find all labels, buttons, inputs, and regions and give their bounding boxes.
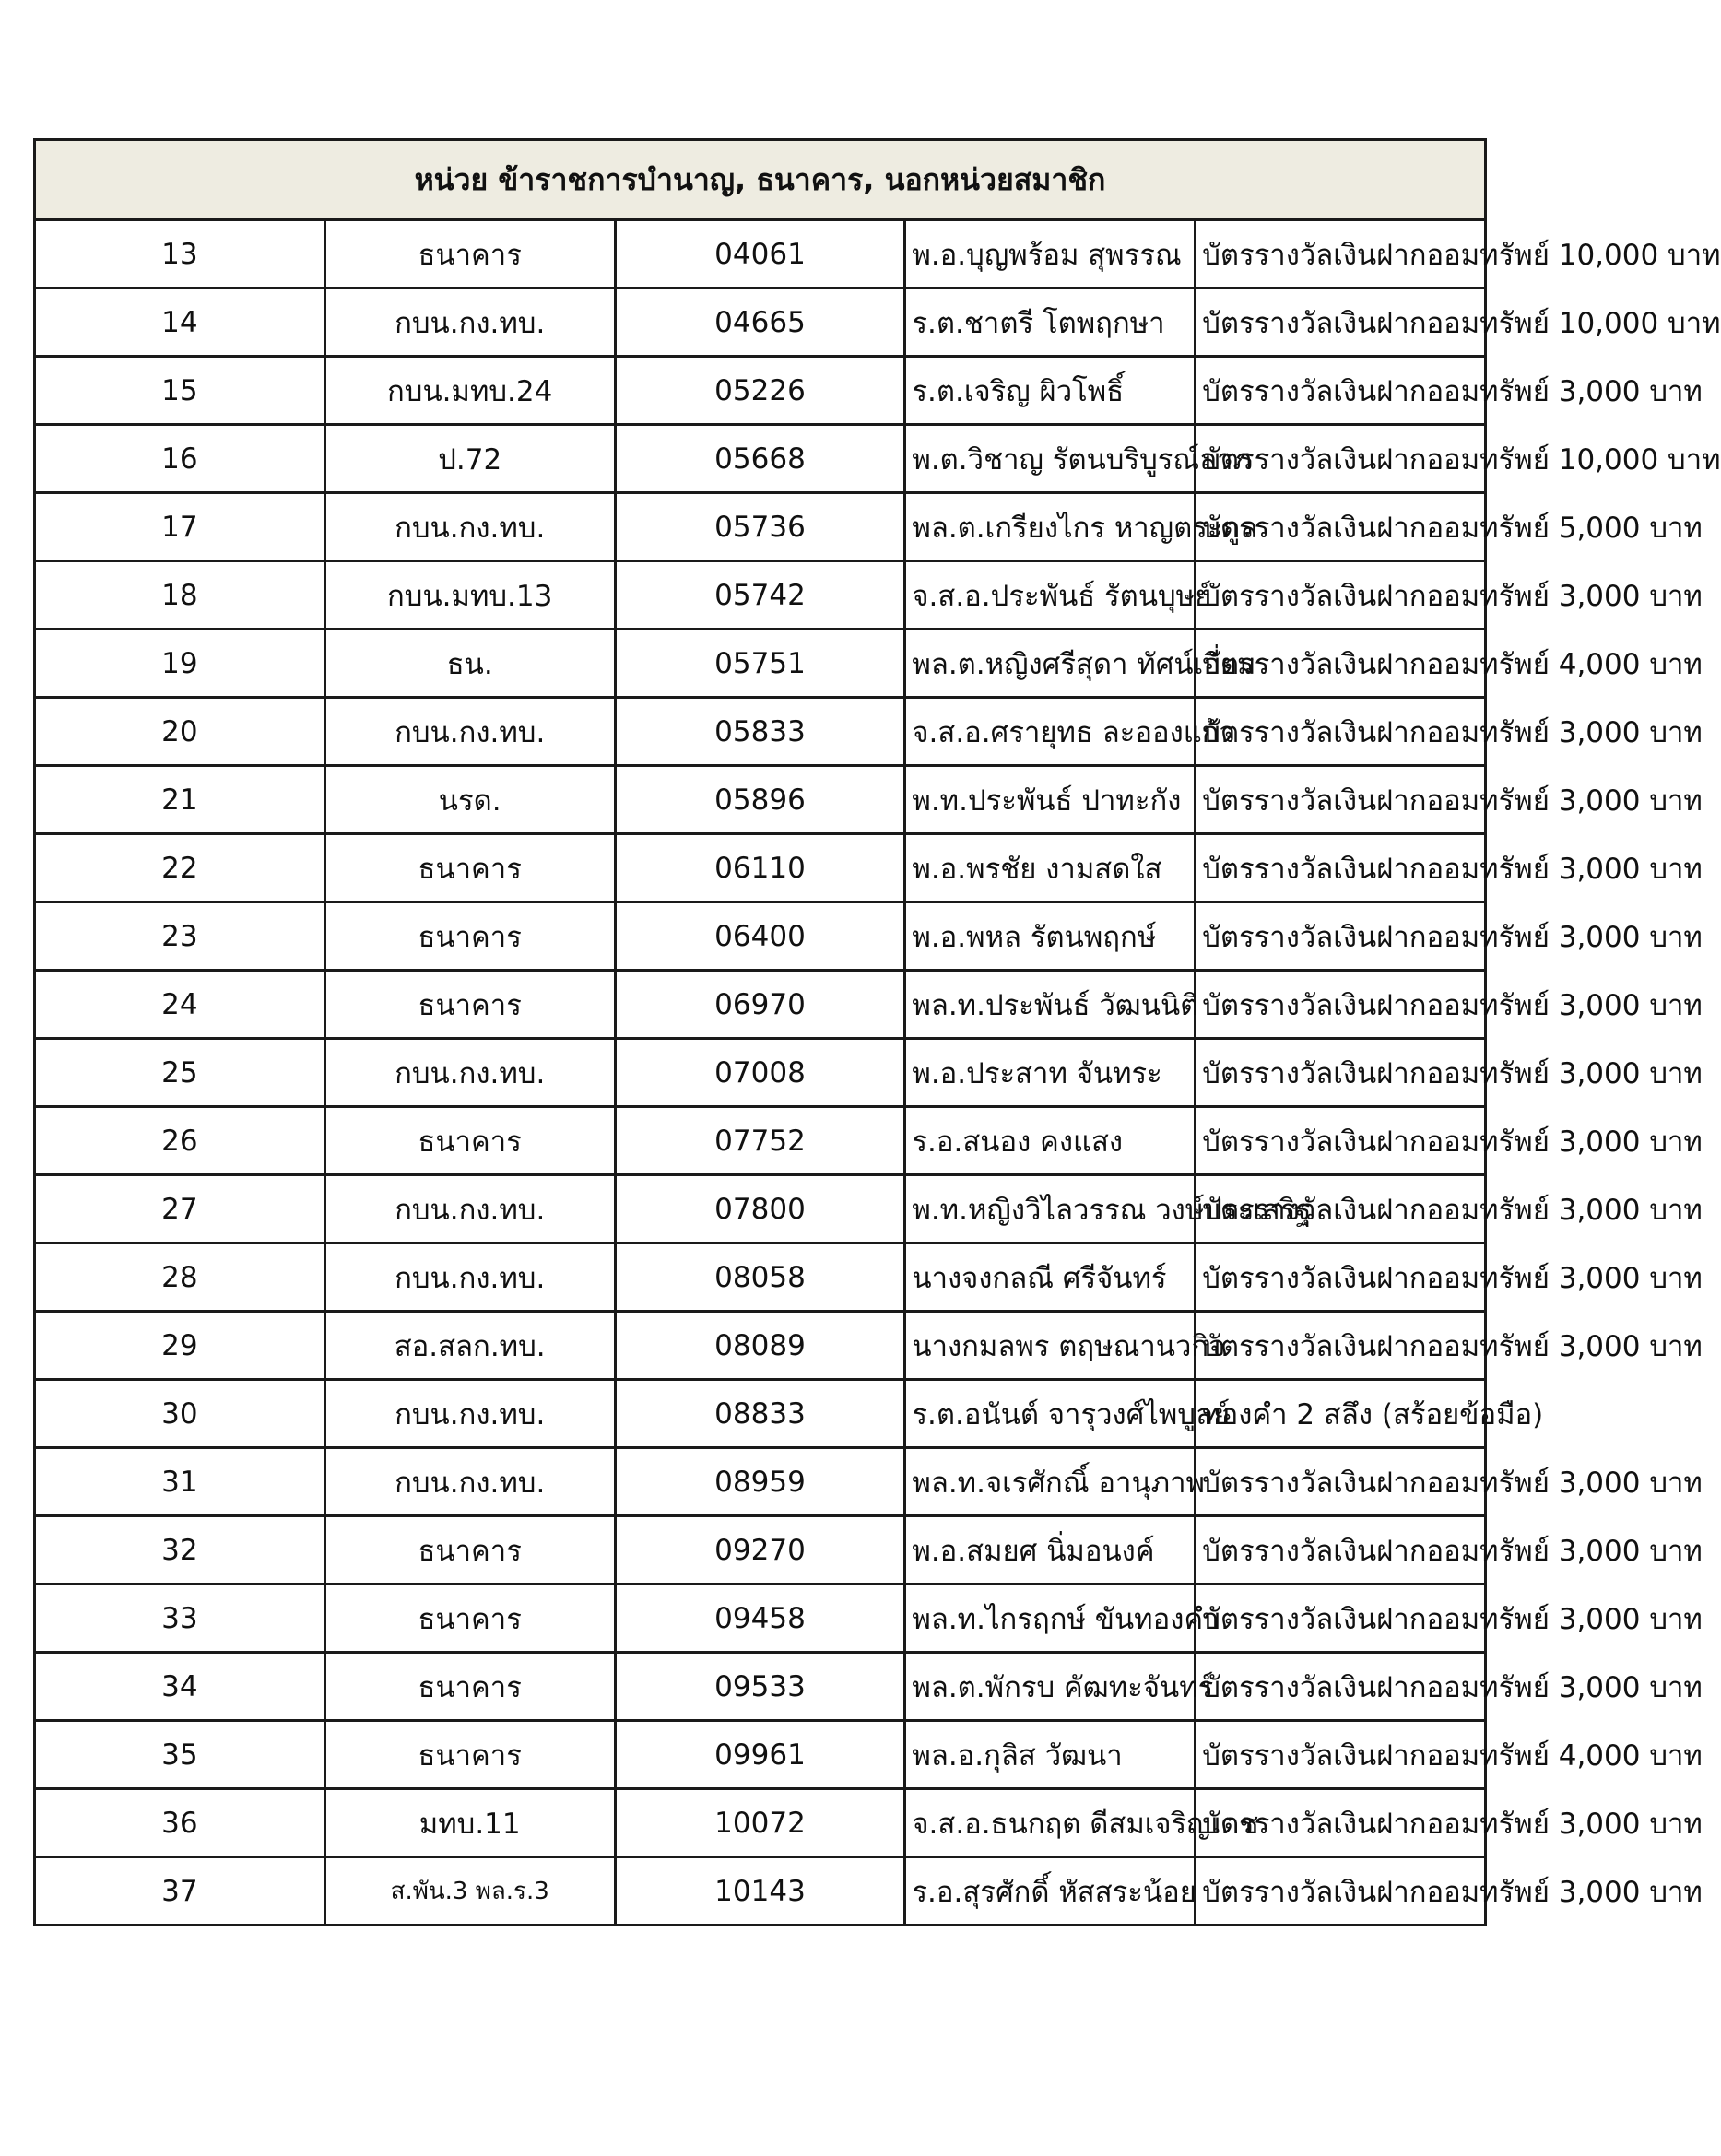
member-id-cell: 06110 <box>615 834 905 902</box>
member-id-cell: 09270 <box>615 1516 905 1585</box>
member-id-cell: 08959 <box>615 1448 905 1516</box>
unit-cell: กบน.กง.ทบ. <box>324 1175 615 1243</box>
unit-cell: สอ.สลก.ทบ. <box>324 1312 615 1380</box>
unit-cell: นรด. <box>324 766 615 834</box>
unit-cell: กบน.กง.ทบ. <box>324 493 615 561</box>
member-name-cell: ร.ต.เจริญ ผิวโพธิ์ <box>905 357 1196 425</box>
table-row <box>35 1516 1486 1585</box>
unit-cell: ป.72 <box>324 425 615 493</box>
prize-cell: บัตรรางวัลเงินฝากออมทรัพย์ 3,000 บาท <box>1196 1789 1486 1857</box>
member-name-cell: พ.ต.วิชาญ รัตนบริบูรณ์ลาภ <box>905 425 1196 493</box>
member-id-cell: 10072 <box>615 1789 905 1857</box>
row-number: 15 <box>35 357 325 425</box>
row-number: 13 <box>35 220 325 289</box>
prize-cell: บัตรรางวัลเงินฝากออมทรัพย์ 5,000 บาท <box>1196 493 1486 561</box>
member-name-cell: พล.ต.เกรียงไกร หาญตระกูล <box>905 493 1196 561</box>
table-row <box>35 1653 1486 1721</box>
row-number: 14 <box>35 289 325 357</box>
prize-cell: บัตรรางวัลเงินฝากออมทรัพย์ 3,000 บาท <box>1196 1448 1486 1516</box>
member-name-cell: พล.ต.หญิงศรีสุดา ทัศน์เอี่ยม <box>905 630 1196 698</box>
prize-cell: บัตรรางวัลเงินฝากออมทรัพย์ 3,000 บาท <box>1196 902 1486 971</box>
row-number: 32 <box>35 1516 325 1585</box>
prize-cell: บัตรรางวัลเงินฝากออมทรัพย์ 3,000 บาท <box>1196 698 1486 766</box>
table-row <box>35 1857 1486 1926</box>
prize-cell: บัตรรางวัลเงินฝากออมทรัพย์ 3,000 บาท <box>1196 1312 1486 1380</box>
prize-cell: บัตรรางวัลเงินฝากออมทรัพย์ 3,000 บาท <box>1196 1039 1486 1107</box>
member-id-cell: 05668 <box>615 425 905 493</box>
member-name-cell: พล.อ.กุลิส วัฒนา <box>905 1721 1196 1789</box>
member-id-cell: 07752 <box>615 1107 905 1175</box>
unit-cell: ธนาคาร <box>324 971 615 1039</box>
member-id-cell: 06400 <box>615 902 905 971</box>
table-body <box>35 220 1721 1926</box>
row-number: 25 <box>35 1039 325 1107</box>
table-row <box>35 1175 1486 1243</box>
member-id-cell: 09961 <box>615 1721 905 1789</box>
prize-cell: บัตรรางวัลเงินฝากออมทรัพย์ 3,000 บาท <box>1196 1107 1486 1175</box>
member-name-cell: พ.อ.พหล รัตนพฤกษ์ <box>905 902 1196 971</box>
prize-cell: บัตรรางวัลเงินฝากออมทรัพย์ 3,000 บาท <box>1196 1857 1486 1926</box>
unit-cell: กบน.กง.ทบ. <box>324 289 615 357</box>
prize-winners-table <box>33 138 1721 1926</box>
member-id-cell: 06970 <box>615 971 905 1039</box>
prize-cell: บัตรรางวัลเงินฝากออมทรัพย์ 10,000 บาท <box>1196 289 1486 357</box>
row-number: 17 <box>35 493 325 561</box>
table-row <box>35 425 1486 493</box>
member-id-cell: 05896 <box>615 766 905 834</box>
table-row <box>35 902 1486 971</box>
table-row <box>35 1380 1486 1448</box>
table-row <box>35 971 1486 1039</box>
member-id-cell: 07008 <box>615 1039 905 1107</box>
prize-cell: บัตรรางวัลเงินฝากออมทรัพย์ 3,000 บาท <box>1196 971 1486 1039</box>
table-row <box>35 766 1486 834</box>
prize-cell: บัตรรางวัลเงินฝากออมทรัพย์ 3,000 บาท <box>1196 1243 1486 1312</box>
unit-cell: ธนาคาร <box>324 1585 615 1653</box>
prize-cell: บัตรรางวัลเงินฝากออมทรัพย์ 10,000 บาท <box>1196 220 1486 289</box>
prize-cell: บัตรรางวัลเงินฝากออมทรัพย์ 3,000 บาท <box>1196 1175 1486 1243</box>
table-row <box>35 1585 1486 1653</box>
member-name-cell: พล.ท.ประพันธ์ วัฒนนิติ <box>905 971 1196 1039</box>
row-number: 23 <box>35 902 325 971</box>
member-name-cell: ร.ต.อนันต์ จารุวงศ์ไพบูลย์ <box>905 1380 1196 1448</box>
unit-cell: มทบ.11 <box>324 1789 615 1857</box>
prize-cell: บัตรรางวัลเงินฝากออมทรัพย์ 4,000 บาท <box>1196 1721 1486 1789</box>
table-row <box>35 1039 1486 1107</box>
member-id-cell: 05736 <box>615 493 905 561</box>
table-title: หน่วย ข้าราชการบำนาญ, ธนาคาร, นอกหน่วยสมาชิก <box>35 140 1486 220</box>
table-row <box>35 1448 1486 1516</box>
unit-cell: ส.พัน.3 พล.ร.3 <box>324 1857 615 1926</box>
prize-cell: บัตรรางวัลเงินฝากออมทรัพย์ 3,000 บาท <box>1196 561 1486 630</box>
member-id-cell: 09458 <box>615 1585 905 1653</box>
table-row <box>35 289 1486 357</box>
member-name-cell: พ.อ.บุญพร้อม สุพรรณ <box>905 220 1196 289</box>
row-number: 26 <box>35 1107 325 1175</box>
member-name-cell: ร.อ.สนอง คงแสง <box>905 1107 1196 1175</box>
unit-cell: กบน.กง.ทบ. <box>324 698 615 766</box>
member-id-cell: 07800 <box>615 1175 905 1243</box>
prize-cell: บัตรรางวัลเงินฝากออมทรัพย์ 10,000 บาท <box>1196 425 1486 493</box>
table-row <box>35 1312 1486 1380</box>
member-name-cell: ร.อ.สุรศักดิ์ หัสสระน้อย <box>905 1857 1196 1926</box>
unit-cell: กบน.กง.ทบ. <box>324 1039 615 1107</box>
unit-cell: ธนาคาร <box>324 1721 615 1789</box>
unit-cell: กบน.กง.ทบ. <box>324 1243 615 1312</box>
unit-cell: กบน.มทบ.13 <box>324 561 615 630</box>
row-number: 29 <box>35 1312 325 1380</box>
table-row <box>35 698 1486 766</box>
member-id-cell: 08089 <box>615 1312 905 1380</box>
unit-cell: ธนาคาร <box>324 902 615 971</box>
member-name-cell: พ.อ.ประสาท จันทระ <box>905 1039 1196 1107</box>
row-number: 27 <box>35 1175 325 1243</box>
row-number: 18 <box>35 561 325 630</box>
table-row <box>35 1789 1486 1857</box>
prize-cell: บัตรรางวัลเงินฝากออมทรัพย์ 3,000 บาท <box>1196 1585 1486 1653</box>
member-name-cell: นางจงกลณี ศรีจันทร์ <box>905 1243 1196 1312</box>
table-row <box>35 493 1486 561</box>
member-name-cell: พล.ท.จเรศักณิ์ อานุภาพ <box>905 1448 1196 1516</box>
table-row <box>35 1243 1486 1312</box>
prize-cell: บัตรรางวัลเงินฝากออมทรัพย์ 3,000 บาท <box>1196 1516 1486 1585</box>
row-number: 30 <box>35 1380 325 1448</box>
prize-cell: บัตรรางวัลเงินฝากออมทรัพย์ 3,000 บาท <box>1196 1653 1486 1721</box>
member-name-cell: พล.ต.พักรบ คัฒทะจันทร์ <box>905 1653 1196 1721</box>
unit-cell: ธนาคาร <box>324 834 615 902</box>
member-id-cell: 05751 <box>615 630 905 698</box>
prize-cell: บัตรรางวัลเงินฝากออมทรัพย์ 3,000 บาท <box>1196 357 1486 425</box>
member-id-cell: 05833 <box>615 698 905 766</box>
unit-cell: ธน. <box>324 630 615 698</box>
table-header-row <box>35 140 1486 220</box>
row-number: 22 <box>35 834 325 902</box>
unit-cell: กบน.กง.ทบ. <box>324 1448 615 1516</box>
member-name-cell: จ.ส.อ.ศรายุทธ ละอองแก้ว <box>905 698 1196 766</box>
table-row <box>35 1107 1486 1175</box>
unit-cell: ธนาคาร <box>324 1653 615 1721</box>
member-name-cell: จ.ส.อ.ประพันธ์ รัตนบุษย์ <box>905 561 1196 630</box>
member-id-cell: 05742 <box>615 561 905 630</box>
unit-cell: ธนาคาร <box>324 1516 615 1585</box>
member-name-cell: พ.ท.หญิงวิไลวรรณ วงษ์ประเสริฐ <box>905 1175 1196 1243</box>
member-id-cell: 04665 <box>615 289 905 357</box>
member-name-cell: พ.อ.พรชัย งามสดใส <box>905 834 1196 902</box>
unit-cell: ธนาคาร <box>324 1107 615 1175</box>
table-row <box>35 630 1486 698</box>
row-number: 35 <box>35 1721 325 1789</box>
prize-cell: บัตรรางวัลเงินฝากออมทรัพย์ 3,000 บาท <box>1196 766 1486 834</box>
table-row <box>35 834 1486 902</box>
table-row <box>35 220 1486 289</box>
table-row <box>35 561 1486 630</box>
member-name-cell: พ.ท.ประพันธ์ ปาทะกัง <box>905 766 1196 834</box>
row-number: 21 <box>35 766 325 834</box>
row-number: 24 <box>35 971 325 1039</box>
member-name-cell: พ.อ.สมยศ นิ่มอนงค์ <box>905 1516 1196 1585</box>
member-id-cell: 08058 <box>615 1243 905 1312</box>
member-name-cell: ร.ต.ชาตรี โตพฤกษา <box>905 289 1196 357</box>
prize-cell: ทองคำ 2 สลึง (สร้อยข้อมือ) <box>1196 1380 1486 1448</box>
member-name-cell: จ.ส.อ.ธนกฤต ดีสมเจริญเดช <box>905 1789 1196 1857</box>
row-number: 20 <box>35 698 325 766</box>
member-id-cell: 04061 <box>615 220 905 289</box>
unit-cell: กบน.มทบ.24 <box>324 357 615 425</box>
prize-cell: บัตรรางวัลเงินฝากออมทรัพย์ 3,000 บาท <box>1196 834 1486 902</box>
unit-cell: กบน.กง.ทบ. <box>324 1380 615 1448</box>
row-number: 31 <box>35 1448 325 1516</box>
member-name-cell: นางกมลพร ตฤษณานวกิจ <box>905 1312 1196 1380</box>
member-id-cell: 08833 <box>615 1380 905 1448</box>
member-name-cell: พล.ท.ไกรฤกษ์ ขันทองคำ <box>905 1585 1196 1653</box>
row-number: 37 <box>35 1857 325 1926</box>
member-id-cell: 09533 <box>615 1653 905 1721</box>
member-id-cell: 05226 <box>615 357 905 425</box>
row-number: 34 <box>35 1653 325 1721</box>
table-row <box>35 1721 1486 1789</box>
row-number: 28 <box>35 1243 325 1312</box>
row-number: 19 <box>35 630 325 698</box>
member-id-cell: 10143 <box>615 1857 905 1926</box>
unit-cell: ธนาคาร <box>324 220 615 289</box>
table-row <box>35 357 1486 425</box>
row-number: 33 <box>35 1585 325 1653</box>
prize-cell: บัตรรางวัลเงินฝากออมทรัพย์ 4,000 บาท <box>1196 630 1486 698</box>
row-number: 36 <box>35 1789 325 1857</box>
row-number: 16 <box>35 425 325 493</box>
